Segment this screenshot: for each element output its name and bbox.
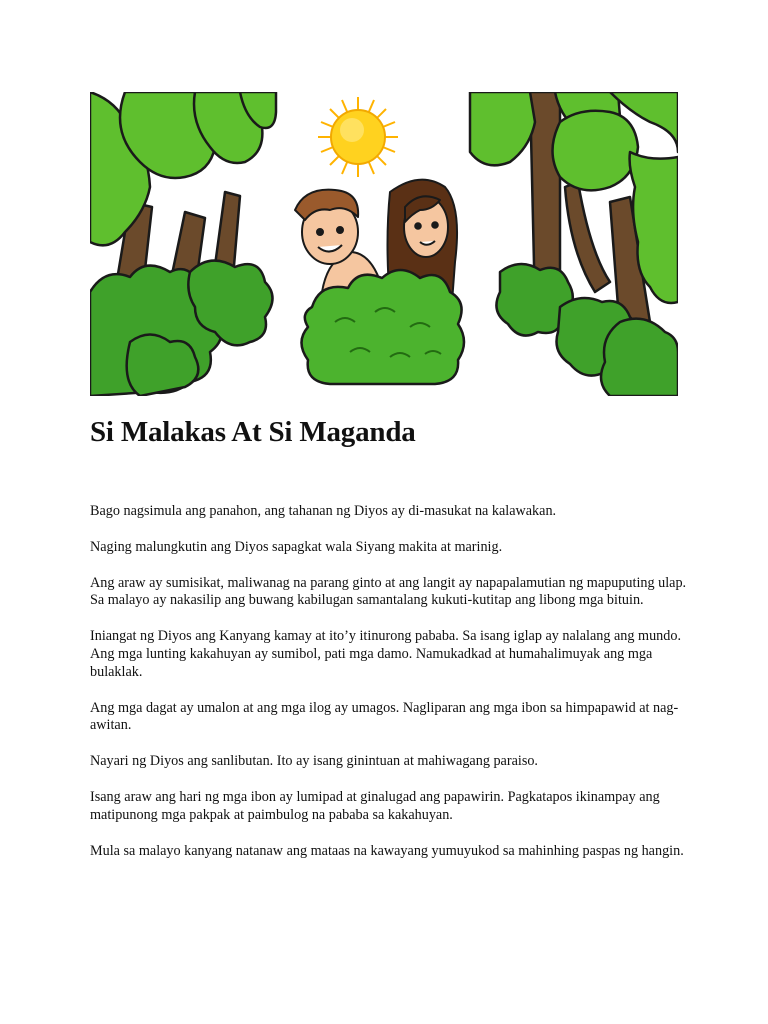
- right-trees-art: [470, 92, 678, 396]
- paragraph: Ang mga dagat ay umalon at ang mga ilog ay umagos. Nagliparan ang mga ibon sa himpapawid at nag-awitan.: [90, 699, 679, 734]
- story-title: Si Malakas At Si Maganda: [90, 416, 416, 448]
- adam-eve-garden-illustration: [90, 92, 678, 396]
- left-trees-art: [90, 92, 276, 396]
- paragraph: Naging malungkutin ang Diyos sapagkat wala Siyang makita at marinig.: [90, 538, 503, 555]
- sun-art: [318, 97, 398, 177]
- paragraph: Mula sa malayo kanyang natanaw ang mataas na kawayang yumuyukod sa mahinhing paspas ng hangin.: [90, 842, 684, 859]
- story-body: [90, 503, 690, 878]
- paragraph: Isang araw ang hari ng mga ibon ay lumipad at ginalugad ang papawirin. Pagkatapos ikinampay ang matipunong mga pakpak at paimbulog na pababa sa kakahuyan.: [90, 788, 660, 823]
- paragraph: Bago nagsimula ang panahon, ang tahanan ng Diyos ay di-masukat na kalawakan.: [90, 503, 557, 519]
- paragraph: Iniangat ng Diyos ang Kanyang kamay at ito’y itinurong pababa. Sa isang iglap ay nalalang ang mundo. Ang mga lunting kakahuyan ay sumibol, pati mga damo. Namukadkad at humahalimuyak ang mga bulaklak.: [90, 628, 681, 680]
- paragraph: Nayari ng Diyos ang sanlibutan. Ito ay isang ginintuan at mahiwagang paraiso.: [90, 753, 538, 770]
- paragraph: Ang araw ay sumisikat, maliwanag na parang ginto at ang langit ay napapalamutian ng mapuputing ulap. Sa malayo ay nakasilip ang buwang kabilugan samantalang kukuti-kutitap ang libong mga bituin.: [90, 574, 687, 609]
